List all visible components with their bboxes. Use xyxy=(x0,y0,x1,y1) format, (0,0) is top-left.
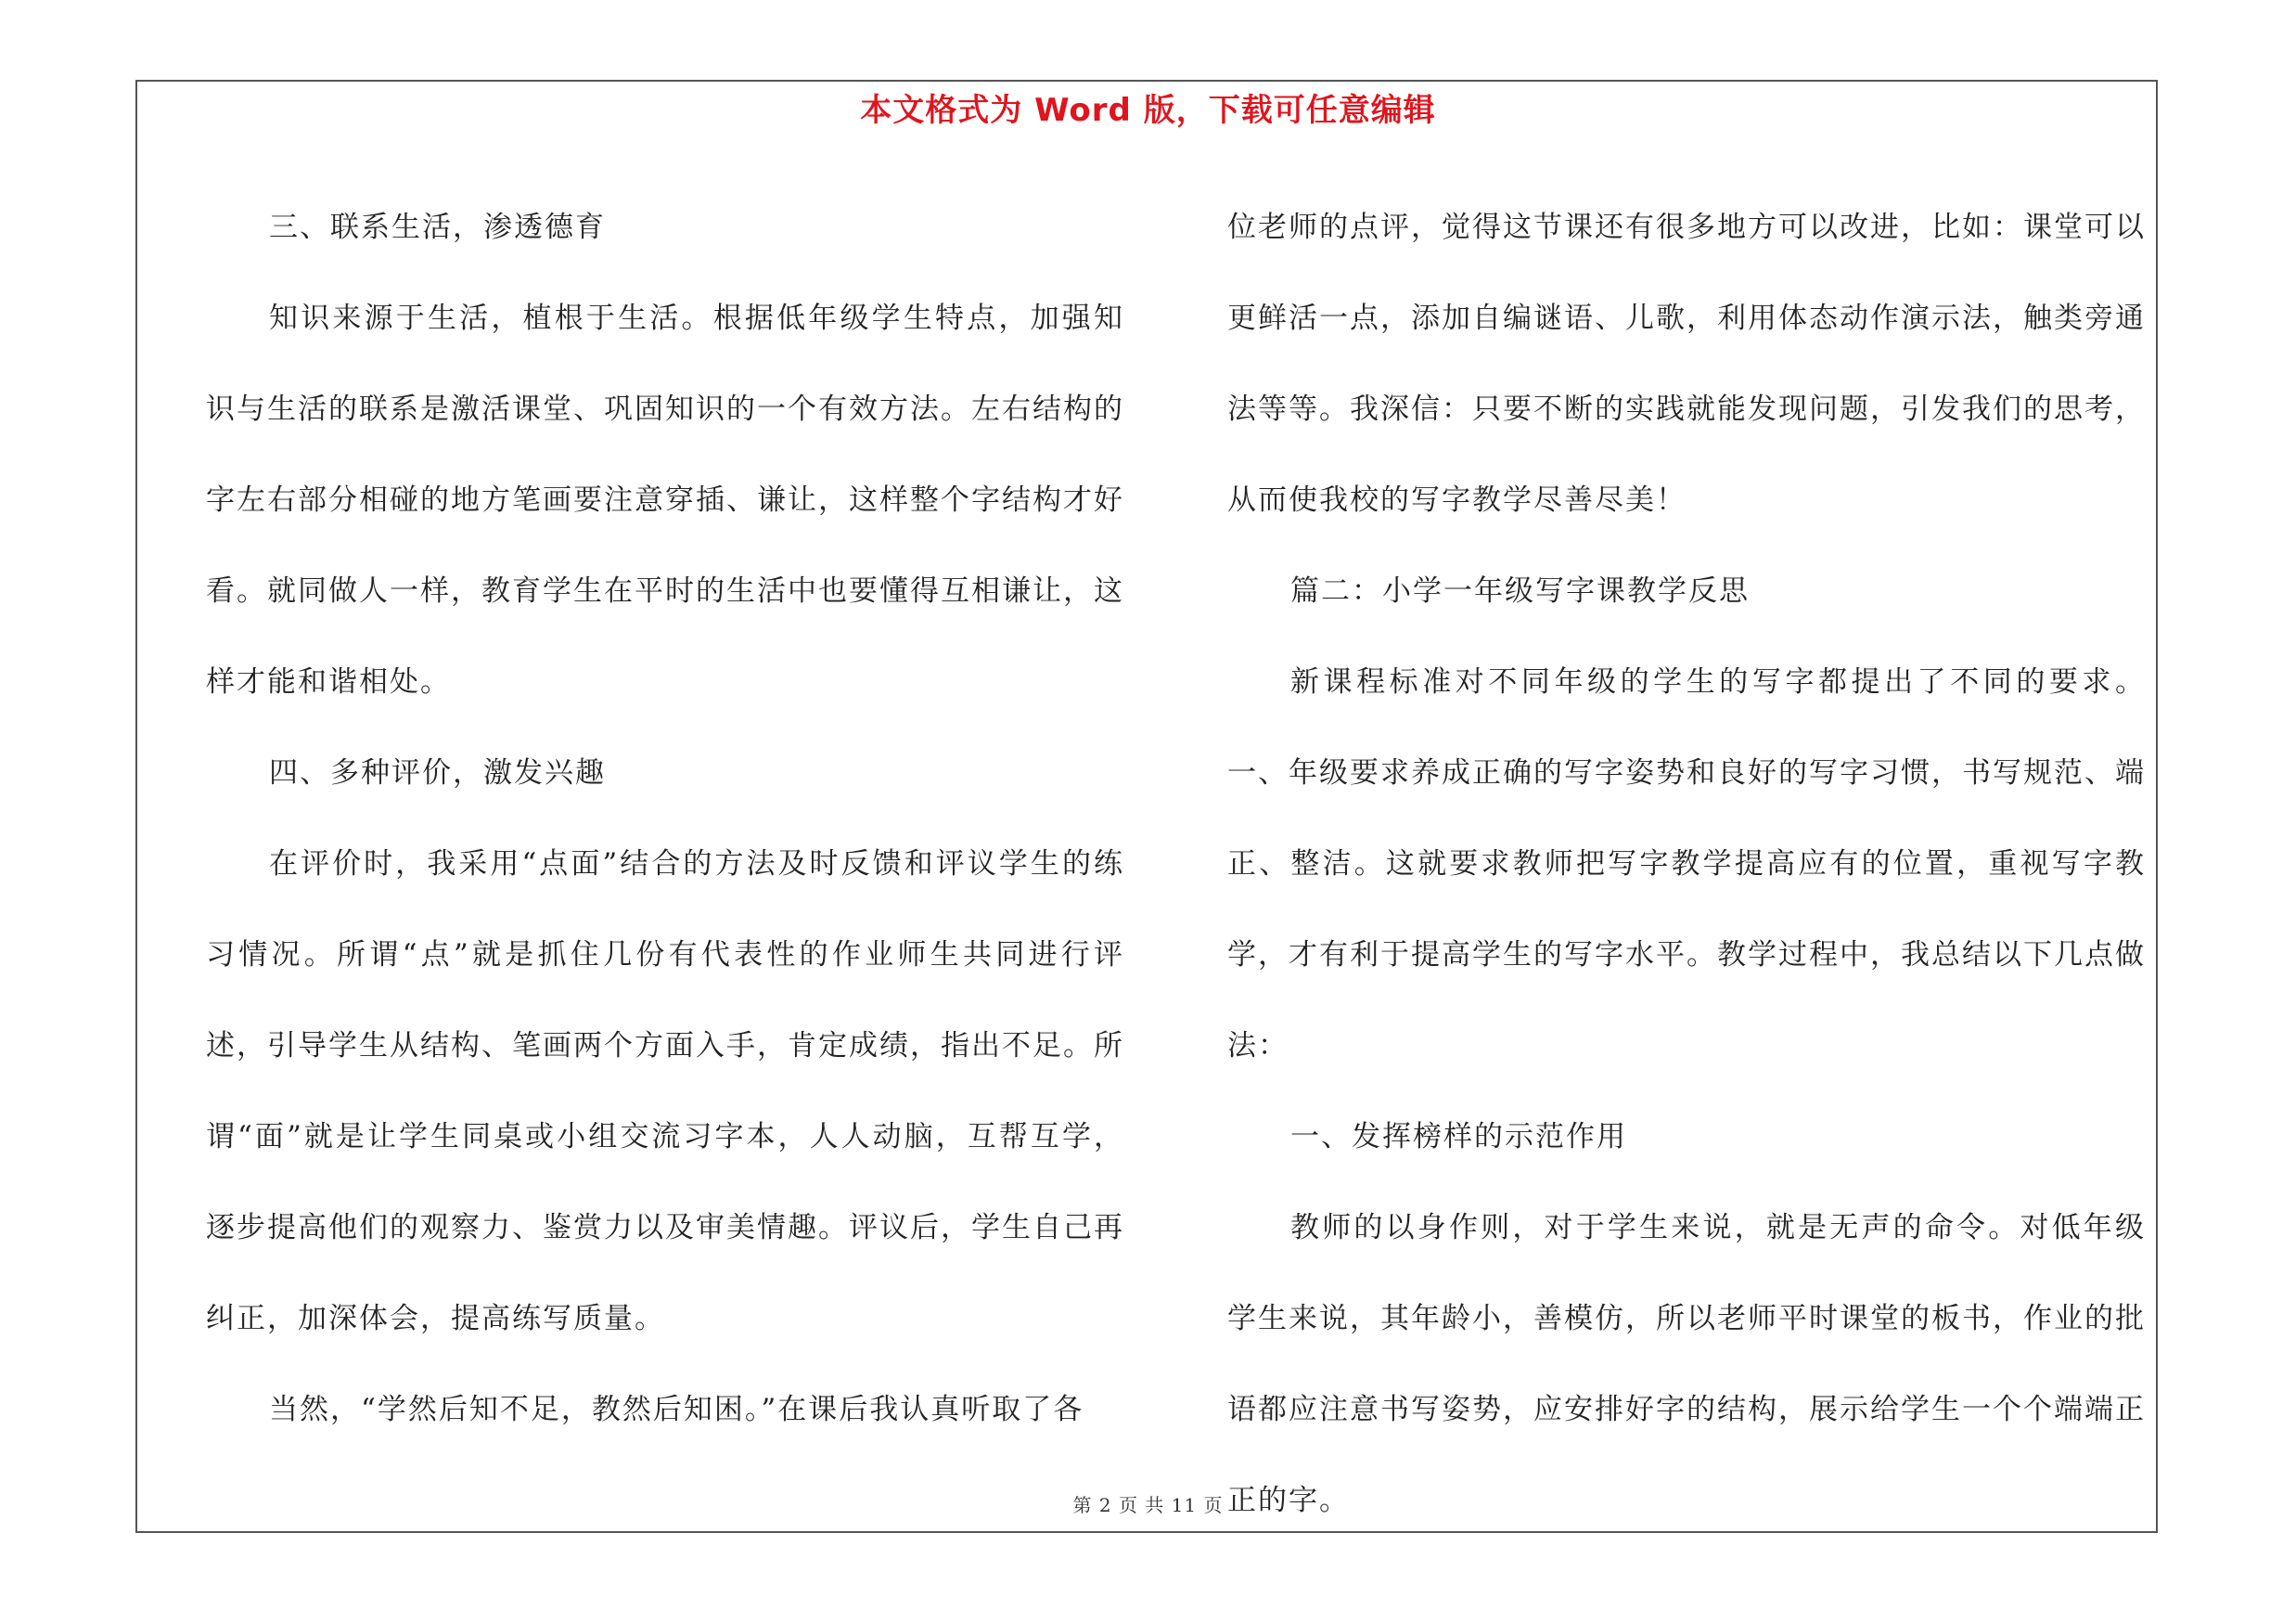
paragraph: 当然，“学然后知不足，教然后知困。”在课后我认真听取了各 xyxy=(269,1393,1084,1426)
paragraph-continued: 位老师的点评，觉得这节课还有很多地方可以改进，比如：课堂可以更鲜活一点，添加自编谜语、儿歌，利用体态动作演示法，触类旁通法等等。我深信：只要不断的实践就能发现问题，引发我们的思考，从而使我校的写字教学尽善尽美！ xyxy=(1227,211,2146,517)
paragraph: 教师的以身作则，对于学生来说，就是无声的命令。对低年级学生来说，其年龄小，善模仿，所以老师平时课堂的板书，作业的批语都应注意书写姿势，应安排好字的结构，展示给学生一个个端端正正的字。 xyxy=(1227,1211,2146,1517)
section-heading-4: 四、多种评价，激发兴趣 xyxy=(269,756,606,790)
section-heading-3: 三、联系生活，渗透德育 xyxy=(269,211,606,244)
paragraph: 知识来源于生活，植根于生活。根据低年级学生特点，加强知识与生活的联系是激活课堂、巩固知识的一个有效方法。左右结构的字左右部分相碰的地方笔画要注意穿插、谦让，这样整个字结构才好看。就同做人一样，教育学生在平时的生活中也要懂得互相谦让，这样才能和谐相处。 xyxy=(206,302,1124,699)
page-number-footer: 第 2 页 共 11 页 xyxy=(1072,1494,1224,1516)
paragraph: 新课程标准对不同年级的学生的写字都提出了不同的要求。一、年级要求养成正确的写字姿势和良好的写字习惯，书写规范、端正、整洁。这就要求教师把写字教学提高应有的位置，重视写字教学，才有利于提高学生的写字水平。教学过程中，我总结以下几点做法： xyxy=(1227,665,2146,1063)
word-format-banner: 本文格式为 Word 版，下载可任意编辑 xyxy=(860,92,1436,129)
paragraph: 在评价时，我采用“点面”结合的方法及时反馈和评议学生的练习情况。所谓“点”就是抓住几份有代表性的作业师生共同进行评述，引导学生从结构、笔画两个方面入手，肯定成绩，指出不足。所谓“面”就是让学生同桌或小组交流习字本，人人动脑，互帮互学，逐步提高他们的观察力、鉴赏力以及审美情趣。评议后，学生自己再纠正，加深体会，提高练写质量。 xyxy=(206,847,1124,1335)
article-title: 篇二：小学一年级写字课教学反思 xyxy=(1290,574,1750,608)
right-text-column xyxy=(1227,182,2146,1546)
left-text-column xyxy=(206,182,1124,1455)
section-heading-1: 一、发挥榜样的示范作用 xyxy=(1290,1120,1627,1153)
